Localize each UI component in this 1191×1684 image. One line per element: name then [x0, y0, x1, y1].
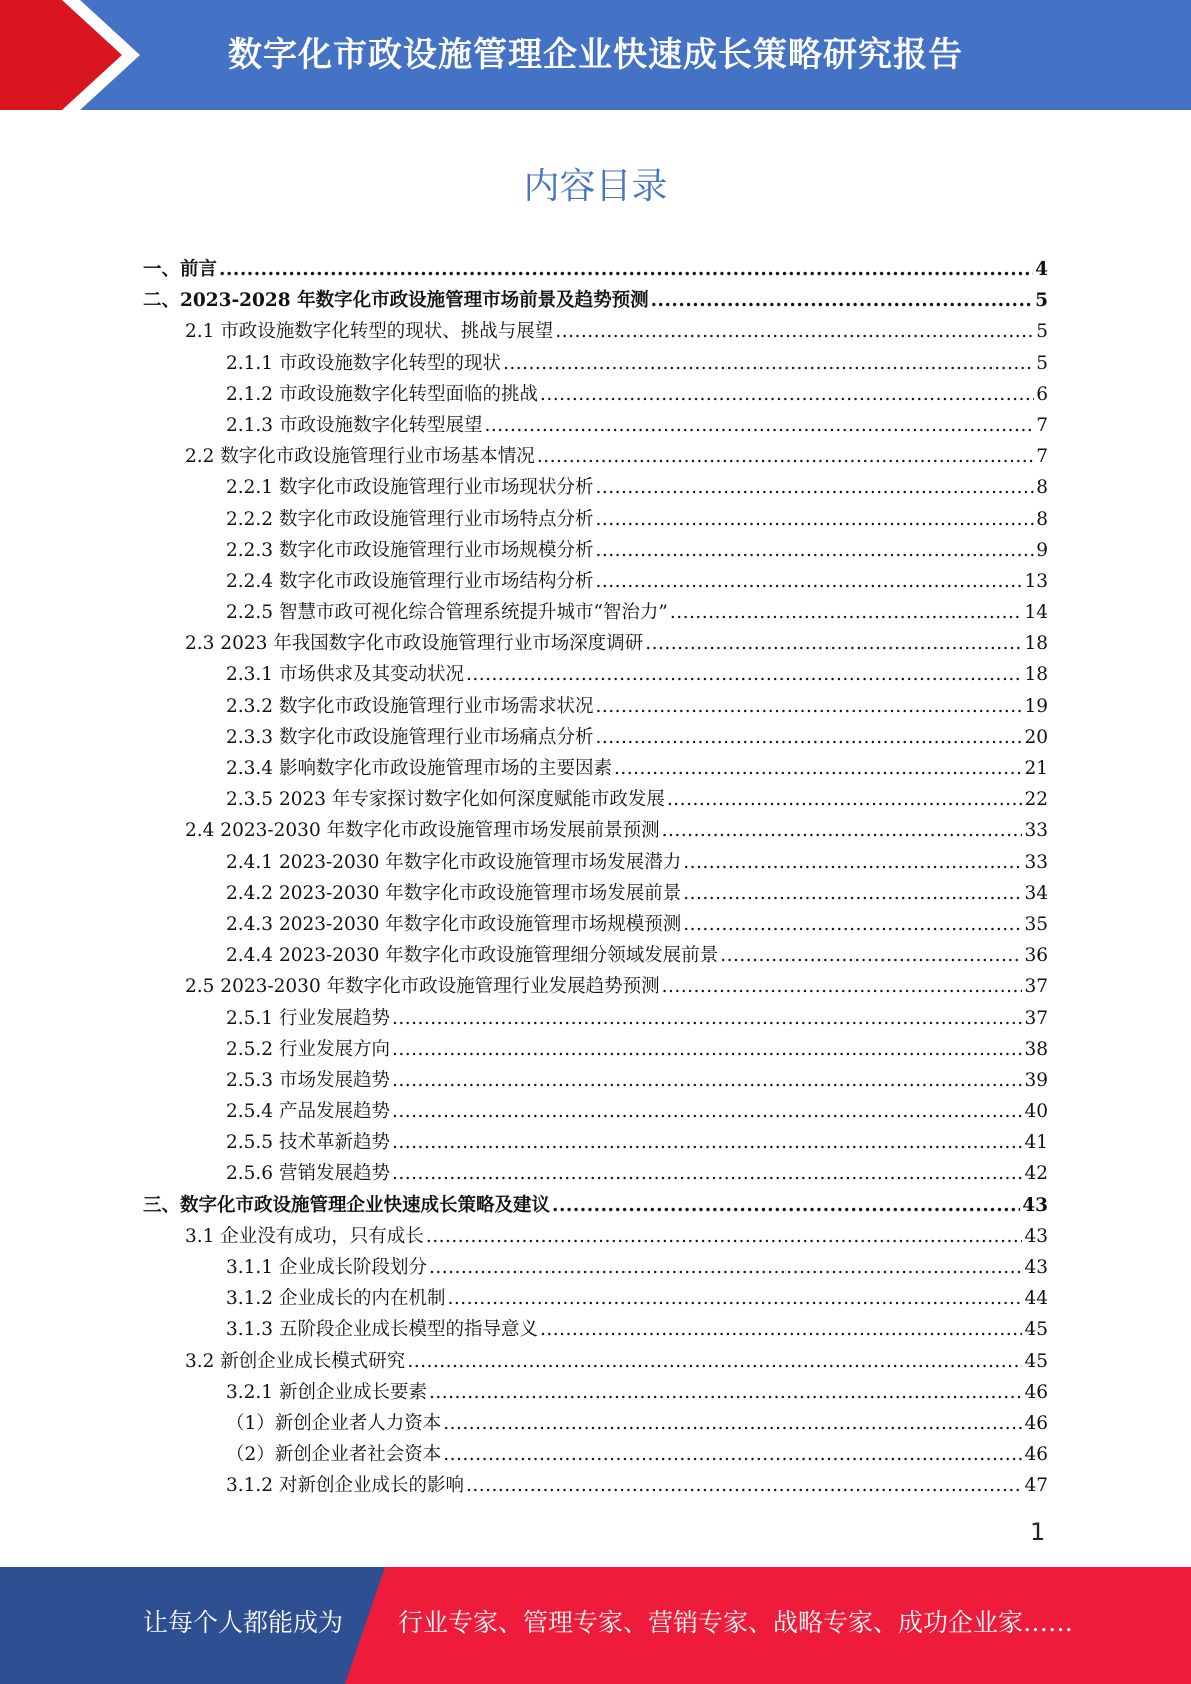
- toc-entry-page: 8: [1036, 508, 1048, 530]
- toc-entry-label: 2.4.3 2023-2030 年数字化市政设施管理市场规模预测: [226, 913, 682, 935]
- toc-dot-leader: [595, 722, 1022, 753]
- toc-entry-page: 22: [1024, 789, 1048, 811]
- toc-entry-page: 7: [1036, 414, 1048, 436]
- toc-entry-label: （1）新创企业者人力资本: [226, 1412, 442, 1434]
- toc-entry-page: 37: [1024, 976, 1048, 998]
- toc-dot-leader: [219, 254, 1033, 285]
- toc-entry-page: 9: [1036, 539, 1048, 561]
- toc-dot-leader: [683, 909, 1022, 940]
- toc-entry[interactable]: [143, 1003, 1048, 1034]
- toc-dot-leader: [595, 504, 1034, 535]
- toc-entry-page: 33: [1024, 820, 1048, 842]
- toc-entry-label: 3.1.1 企业成长阶段划分: [226, 1257, 427, 1278]
- toc-entry-label: 2.5.5 技术革新趋势: [226, 1132, 390, 1154]
- toc-entry-page: 18: [1024, 664, 1048, 686]
- toc-entry-page: 45: [1024, 1350, 1048, 1372]
- toc-entry-label: 2.5.4 产品发展趋势: [226, 1101, 390, 1123]
- toc-entry-page: 44: [1024, 1288, 1048, 1310]
- toc-dot-leader: [392, 1158, 1022, 1189]
- toc-entry-label: 2.3.2 数字化市政设施管理行业市场需求状况: [226, 695, 594, 717]
- toc-dot-leader: [555, 316, 1034, 347]
- toc-entry-label: 2.1.1 市政设施数字化转型的现状: [226, 352, 501, 374]
- toc-entry[interactable]: [143, 1283, 1048, 1314]
- toc-dot-leader: [443, 1439, 1022, 1470]
- toc-entry[interactable]: [143, 254, 1048, 285]
- toc-entry[interactable]: [143, 722, 1048, 753]
- toc-dot-leader: [466, 659, 1022, 690]
- toc-dot-leader: [683, 847, 1022, 878]
- toc-entry-label: （2）新创企业者社会资本: [226, 1444, 442, 1466]
- toc-entry-label: 3.2.1 新创企业成长要素: [226, 1381, 427, 1403]
- toc-entry[interactable]: [143, 1470, 1048, 1501]
- toc-entry[interactable]: [143, 1127, 1048, 1158]
- toc-entry-page: 43: [1024, 1257, 1048, 1278]
- toc-entry[interactable]: [143, 316, 1048, 347]
- toc-entry-page: 14: [1024, 602, 1048, 624]
- toc-dot-leader: [392, 1003, 1022, 1034]
- toc-dot-leader: [683, 878, 1022, 909]
- toc-dot-leader: [426, 1221, 1023, 1252]
- toc-entry[interactable]: [143, 659, 1048, 690]
- toc-entry[interactable]: [143, 1408, 1048, 1439]
- footer-slogan-left: 让每个人都能成为: [143, 1608, 344, 1637]
- toc-entry-label: 3.1 企业没有成功，只有成长: [185, 1225, 424, 1247]
- toc-entry-page: 39: [1024, 1069, 1048, 1091]
- toc-entry-page: 4: [1035, 259, 1048, 280]
- toc-entry-page: 5: [1036, 321, 1048, 343]
- toc-heading: 内容目录: [523, 166, 668, 207]
- toc-dot-leader: [595, 535, 1034, 566]
- toc-entry-label: 3.1.2 企业成长的内在机制: [226, 1288, 446, 1310]
- toc-entry-page: 43: [1022, 1194, 1048, 1216]
- toc-entry-label: 2.5.1 行业发展趋势: [226, 1007, 390, 1029]
- toc-entry[interactable]: [143, 504, 1048, 535]
- toc-dot-leader: [667, 784, 1023, 815]
- toc-entry-page: 43: [1024, 1225, 1048, 1247]
- toc-dot-leader: [645, 628, 1022, 659]
- page-number: 1: [1030, 1518, 1046, 1546]
- toc-entry[interactable]: [143, 909, 1048, 940]
- toc-entry[interactable]: [143, 1221, 1048, 1252]
- toc-entry[interactable]: [143, 1065, 1048, 1096]
- toc-entry-label: 二、2023-2028 年数字化市政设施管理市场前景及趋势预测: [143, 290, 649, 312]
- toc-entry-label: 2.2.2 数字化市政设施管理行业市场特点分析: [226, 508, 594, 530]
- toc-entry-label: 3.2 新创企业成长模式研究: [185, 1350, 406, 1372]
- toc-entry-page: 41: [1024, 1132, 1048, 1154]
- toc-entry-page: 34: [1024, 882, 1048, 904]
- toc-entry-label: 2.2 数字化市政设施管理行业市场基本情况: [185, 446, 535, 468]
- toc-entry[interactable]: [143, 410, 1048, 441]
- toc-entry[interactable]: [143, 285, 1048, 316]
- toc-entry-page: 36: [1024, 945, 1048, 967]
- toc-entry-page: 47: [1024, 1475, 1048, 1497]
- toc-dot-leader: [540, 379, 1034, 410]
- toc-dot-leader: [552, 1190, 1020, 1221]
- toc-entry[interactable]: [143, 441, 1048, 472]
- toc-entry-label: 2.1 市政设施数字化转型的现状、挑战与展望: [185, 321, 554, 343]
- report-title: 数字化市政设施管理企业快速成长策略研究报告: [228, 35, 963, 75]
- toc-dot-leader: [392, 1127, 1022, 1158]
- toc-entry[interactable]: [143, 1377, 1048, 1408]
- toc-entry-page: 8: [1036, 477, 1048, 499]
- toc-dot-leader: [392, 1034, 1022, 1065]
- toc-entry-label: 2.2.3 数字化市政设施管理行业市场规模分析: [226, 539, 594, 561]
- toc-entry-label: 2.4.1 2023-2030 年数字化市政设施管理市场发展潜力: [226, 851, 682, 873]
- toc-entry-page: 18: [1024, 633, 1048, 655]
- toc-entry-page: 40: [1024, 1101, 1048, 1123]
- toc-entry-label: 2.3.1 市场供求及其变动状况: [226, 664, 464, 686]
- toc-dot-leader: [392, 1065, 1022, 1096]
- toc-dot-leader: [614, 753, 1022, 784]
- toc-entry-label: 2.4 2023-2030 年数字化市政设施管理市场发展前景预测: [185, 820, 660, 842]
- toc-entry-page: 19: [1024, 695, 1048, 717]
- toc-dot-leader: [466, 1470, 1022, 1501]
- toc-entry[interactable]: [143, 1158, 1048, 1189]
- toc-entry[interactable]: [143, 628, 1048, 659]
- toc-dot-leader: [484, 410, 1034, 441]
- toc-entry-page: 42: [1024, 1163, 1048, 1185]
- footer-banner: [0, 1567, 1191, 1684]
- toc-entry[interactable]: [143, 940, 1048, 971]
- toc-entry[interactable]: [143, 1034, 1048, 1065]
- toc-entry[interactable]: [143, 847, 1048, 878]
- toc-dot-leader: [537, 441, 1034, 472]
- toc-entry[interactable]: [143, 1096, 1048, 1127]
- toc-entry-page: 6: [1036, 383, 1048, 405]
- toc-entry[interactable]: [143, 1439, 1048, 1470]
- toc-entry[interactable]: [143, 566, 1048, 597]
- toc-entry-page: 38: [1024, 1038, 1048, 1060]
- toc-entry-page: 45: [1024, 1319, 1048, 1341]
- toc-dot-leader: [407, 1346, 1022, 1377]
- toc-entry-label: 2.1.2 市政设施数字化转型面临的挑战: [226, 383, 538, 405]
- toc-entry-page: 46: [1024, 1444, 1048, 1466]
- header-banner: [0, 0, 1191, 110]
- toc-entry-label: 2.5.2 行业发展方向: [226, 1038, 390, 1060]
- toc-entry-page: 33: [1024, 851, 1048, 873]
- toc-entry-label: 3.1.3 五阶段企业成长模型的指导意义: [226, 1319, 538, 1341]
- toc-entry-label: 3.1.2 对新创企业成长的影响: [226, 1475, 464, 1497]
- toc-entry-label: 2.3.4 影响数字化市政设施管理市场的主要因素: [226, 758, 612, 779]
- toc-entry[interactable]: [143, 1346, 1048, 1377]
- toc-entry[interactable]: [143, 691, 1048, 722]
- toc-entry[interactable]: [143, 1252, 1048, 1283]
- toc-entry-label: 2.2.5 智慧市政可视化综合管理系统提升城市“智治力”: [226, 602, 668, 624]
- toc-entry-label: 2.4.2 2023-2030 年数字化市政设施管理市场发展前景: [226, 882, 682, 904]
- toc-entry[interactable]: [143, 878, 1048, 909]
- toc-entry-label: 2.4.4 2023-2030 年数字化市政设施管理细分领域发展前景: [226, 945, 719, 967]
- toc-dot-leader: [443, 1408, 1022, 1439]
- toc-dot-leader: [662, 815, 1023, 846]
- header-arrow-decoration: [0, 0, 150, 110]
- toc-entry-label: 2.2.1 数字化市政设施管理行业市场现状分析: [226, 477, 594, 499]
- toc-dot-leader: [429, 1252, 1022, 1283]
- toc-dot-leader: [503, 348, 1034, 379]
- toc-entry[interactable]: [143, 472, 1048, 503]
- toc-dot-leader: [595, 566, 1022, 597]
- toc-dot-leader: [540, 1314, 1022, 1345]
- toc-entry[interactable]: [143, 597, 1048, 628]
- toc-entry[interactable]: [143, 379, 1048, 410]
- table-of-contents: [143, 254, 1048, 1502]
- toc-entry-page: 21: [1024, 758, 1048, 779]
- toc-entry-page: 46: [1024, 1412, 1048, 1434]
- toc-entry-label: 2.5 2023-2030 年数字化市政设施管理行业发展趋势预测: [185, 976, 660, 998]
- toc-entry-page: 35: [1024, 913, 1048, 935]
- toc-dot-leader: [651, 285, 1034, 316]
- toc-entry-label: 2.3 2023 年我国数字化市政设施管理行业市场深度调研: [185, 633, 644, 655]
- toc-entry-label: 2.5.3 市场发展趋势: [226, 1069, 390, 1091]
- toc-entry[interactable]: [143, 1314, 1048, 1345]
- toc-entry-page: 37: [1024, 1007, 1048, 1029]
- toc-entry[interactable]: [143, 815, 1048, 846]
- toc-entry-label: 2.1.3 市政设施数字化转型展望: [226, 414, 483, 436]
- toc-entry-label: 2.2.4 数字化市政设施管理行业市场结构分析: [226, 570, 594, 592]
- toc-entry-page: 46: [1024, 1381, 1048, 1403]
- toc-entry[interactable]: [143, 348, 1048, 379]
- toc-entry-label: 三、数字化市政设施管理企业快速成长策略及建议: [143, 1194, 551, 1216]
- toc-entry[interactable]: [143, 753, 1048, 784]
- toc-dot-leader: [595, 472, 1034, 503]
- toc-entry-label: 2.3.5 2023 年专家探讨数字化如何深度赋能市政发展: [226, 789, 665, 811]
- toc-entry-page: 5: [1036, 352, 1048, 374]
- toc-entry[interactable]: [143, 1190, 1048, 1221]
- toc-entry-label: 一、前言: [143, 259, 218, 280]
- toc-entry-page: 7: [1036, 446, 1048, 468]
- toc-entry-label: 2.5.6 营销发展趋势: [226, 1163, 390, 1185]
- toc-dot-leader: [662, 971, 1023, 1002]
- toc-dot-leader: [595, 691, 1022, 722]
- footer-slogan-right: 行业专家、管理专家、营销专家、战略专家、成功企业家……: [398, 1608, 1074, 1637]
- toc-dot-leader: [429, 1377, 1022, 1408]
- toc-dot-leader: [670, 597, 1023, 628]
- toc-entry[interactable]: [143, 784, 1048, 815]
- toc-entry-label: 2.3.3 数字化市政设施管理行业市场痛点分析: [226, 726, 594, 748]
- toc-dot-leader: [720, 940, 1022, 971]
- toc-dot-leader: [447, 1283, 1022, 1314]
- toc-entry-page: 20: [1024, 726, 1048, 748]
- toc-entry[interactable]: [143, 971, 1048, 1002]
- toc-dot-leader: [392, 1096, 1022, 1127]
- toc-entry[interactable]: [143, 535, 1048, 566]
- toc-entry-page: 5: [1035, 290, 1048, 312]
- toc-entry-page: 13: [1024, 570, 1048, 592]
